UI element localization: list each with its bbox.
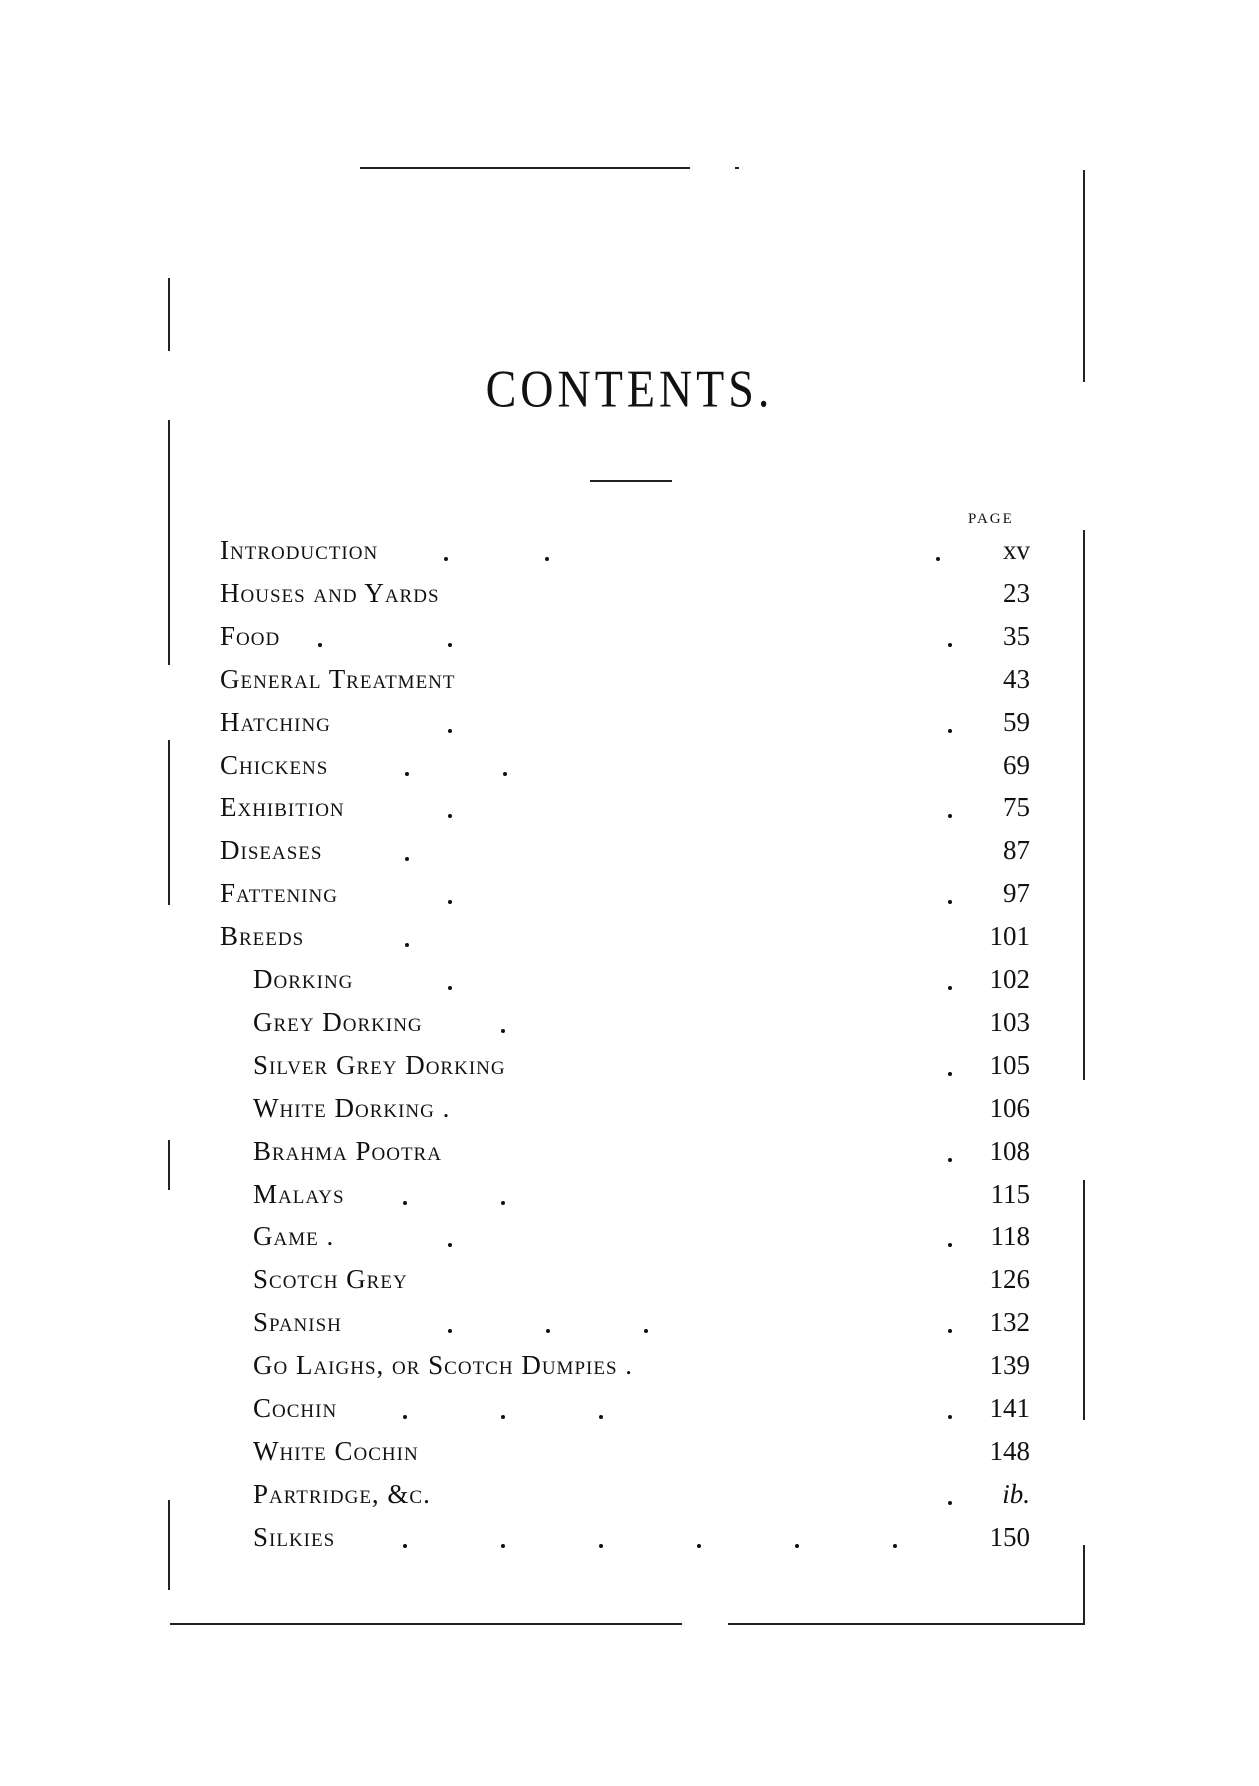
toc-entry-page: 35 xyxy=(1003,621,1030,651)
leader-dot xyxy=(448,729,452,733)
leader-dot xyxy=(501,1201,505,1205)
bottom-rule-right xyxy=(728,1623,1083,1625)
title-rule xyxy=(590,480,672,482)
leader-dot xyxy=(948,1072,952,1076)
leader-dot xyxy=(948,814,952,818)
toc-entry xyxy=(253,1136,1030,1176)
leader-dot xyxy=(448,986,452,990)
toc-entry-label: Introduction xyxy=(220,535,379,565)
leader-dot xyxy=(448,1243,452,1247)
toc-entry-label: Cochin xyxy=(253,1393,338,1423)
leader-dot xyxy=(405,943,409,947)
margin-line-right-4 xyxy=(1083,1545,1085,1625)
leader-dot xyxy=(403,1415,407,1419)
toc-entry-label: Game . xyxy=(253,1221,335,1251)
toc-entry xyxy=(220,535,1030,575)
toc-entry-page: 150 xyxy=(989,1522,1030,1552)
leader-dot xyxy=(948,643,952,647)
toc-entry xyxy=(220,835,1030,875)
toc-entry-page: 59 xyxy=(1003,707,1030,737)
leader-dot xyxy=(644,1329,648,1333)
leader-dot xyxy=(448,900,452,904)
toc-entry-page: 118 xyxy=(990,1221,1030,1251)
toc-entry-page: 97 xyxy=(1003,878,1030,908)
margin-line-right-2 xyxy=(1083,530,1085,1080)
leader-dot xyxy=(948,1415,952,1419)
toc-entry-label: Brahma Pootra xyxy=(253,1136,442,1166)
toc-entry-page: 139 xyxy=(989,1350,1030,1380)
leader-dot xyxy=(936,557,940,561)
toc-entry xyxy=(253,1393,1030,1433)
top-rule xyxy=(360,167,690,169)
toc-entry-page: 115 xyxy=(990,1179,1030,1209)
leader-dot xyxy=(448,1329,452,1333)
leader-dot xyxy=(948,986,952,990)
toc-entry xyxy=(253,1264,1030,1304)
toc-entry-label: Houses and Yards xyxy=(220,578,440,608)
leader-dot xyxy=(546,1329,550,1333)
toc-entry-page: 105 xyxy=(989,1050,1030,1080)
leader-dot xyxy=(948,1501,952,1505)
toc-entry xyxy=(253,1307,1030,1347)
toc-entry-page: 106 xyxy=(989,1093,1030,1123)
toc-entry xyxy=(253,1050,1030,1090)
leader-dot xyxy=(318,643,322,647)
toc-entry-page: 103 xyxy=(989,1007,1030,1037)
leader-dot xyxy=(405,772,409,776)
bottom-rule-left xyxy=(170,1623,682,1625)
leader-dot xyxy=(501,1544,505,1548)
toc-entry-label: Fattening xyxy=(220,878,338,908)
toc-entry-label: Exhibition xyxy=(220,792,345,822)
margin-line-left-2 xyxy=(168,420,170,665)
toc-entry-page: 108 xyxy=(989,1136,1030,1166)
toc-entry-page: 23 xyxy=(1003,578,1030,608)
leader-dot xyxy=(403,1201,407,1205)
leader-dot xyxy=(795,1544,799,1548)
leader-dot xyxy=(697,1544,701,1548)
leader-dot xyxy=(448,814,452,818)
margin-line-left-4 xyxy=(168,1140,170,1190)
margin-line-left-3 xyxy=(168,740,170,905)
toc-entry xyxy=(253,1522,1030,1562)
leader-dot xyxy=(893,1544,897,1548)
toc-entry xyxy=(220,792,1030,832)
toc-entry-label: Food xyxy=(220,621,281,651)
toc-entry xyxy=(253,1479,1030,1519)
page-title: CONTENTS. xyxy=(485,359,774,418)
toc-entry xyxy=(220,921,1030,961)
toc-entry xyxy=(253,1007,1030,1047)
toc-entry xyxy=(253,1436,1030,1476)
toc-entry-label: Hatching xyxy=(220,707,331,737)
toc-entry-label: Malays xyxy=(253,1179,345,1209)
toc-entry xyxy=(253,1350,1030,1390)
leader-dot xyxy=(948,729,952,733)
toc-entry-page: 69 xyxy=(1003,750,1030,780)
toc-entry xyxy=(253,964,1030,1004)
leader-dot xyxy=(948,1158,952,1162)
toc-entry xyxy=(220,621,1030,661)
toc-entry-page: 141 xyxy=(989,1393,1030,1423)
leader-dot xyxy=(599,1415,603,1419)
toc-entry xyxy=(220,578,1030,618)
toc-entry-label: White Dorking . xyxy=(253,1093,451,1123)
margin-line-left-5 xyxy=(168,1500,170,1590)
toc-entry-page: 43 xyxy=(1003,664,1030,694)
toc-entry-label: Go Laighs, or Scotch Dumpies . xyxy=(253,1350,634,1380)
toc-entry-page: 75 xyxy=(1003,792,1030,822)
toc-entry xyxy=(220,664,1030,704)
toc-entry xyxy=(253,1093,1030,1133)
toc-entry-label: Silkies xyxy=(253,1522,336,1552)
leader-dot xyxy=(948,1329,952,1333)
page-column-label: PAGE xyxy=(968,511,1014,527)
toc-entry-page: 132 xyxy=(989,1307,1030,1337)
toc-entry-page: 148 xyxy=(989,1436,1030,1466)
toc-entry-label: Chickens xyxy=(220,750,329,780)
toc-entry-label: Spanish xyxy=(253,1307,342,1337)
toc-entry xyxy=(253,1221,1030,1261)
leader-dot xyxy=(599,1544,603,1548)
margin-line-right-3 xyxy=(1083,1180,1085,1420)
leader-dot xyxy=(948,900,952,904)
toc-entry-page: 101 xyxy=(989,921,1030,951)
toc-entry-page: 87 xyxy=(1003,835,1030,865)
leader-dot xyxy=(444,557,448,561)
margin-line-right-1 xyxy=(1083,170,1085,382)
toc-entry xyxy=(220,750,1030,790)
top-rule-speck xyxy=(735,167,739,169)
toc-entry xyxy=(220,878,1030,918)
leader-dot xyxy=(403,1544,407,1548)
margin-line-left-1 xyxy=(168,278,170,351)
toc-entry-label: Partridge, &c. xyxy=(253,1479,431,1509)
leader-dot xyxy=(545,557,549,561)
toc-entry xyxy=(253,1179,1030,1219)
toc-entry-page: 102 xyxy=(989,964,1030,994)
leader-dot xyxy=(405,857,409,861)
toc-entry-label: Dorking xyxy=(253,964,354,994)
toc-entry-label: Breeds xyxy=(220,921,305,951)
leader-dot xyxy=(448,643,452,647)
leader-dot xyxy=(503,772,507,776)
toc-entry-label: General Treatment xyxy=(220,664,456,694)
toc-entry-label: Grey Dorking xyxy=(253,1007,423,1037)
leader-dot xyxy=(501,1029,505,1033)
toc-entry-label: Scotch Grey xyxy=(253,1264,408,1294)
toc-entry-page: xv xyxy=(1003,535,1030,565)
toc-entry-label: Silver Grey Dorking xyxy=(253,1050,506,1080)
leader-dot xyxy=(501,1415,505,1419)
toc-entry xyxy=(220,707,1030,747)
leader-dot xyxy=(948,1243,952,1247)
toc-entry-page: 126 xyxy=(989,1264,1030,1294)
toc-entry-label: Diseases xyxy=(220,835,323,865)
toc-entry-page: ib. xyxy=(1002,1479,1030,1509)
toc-entry-label: White Cochin xyxy=(253,1436,419,1466)
